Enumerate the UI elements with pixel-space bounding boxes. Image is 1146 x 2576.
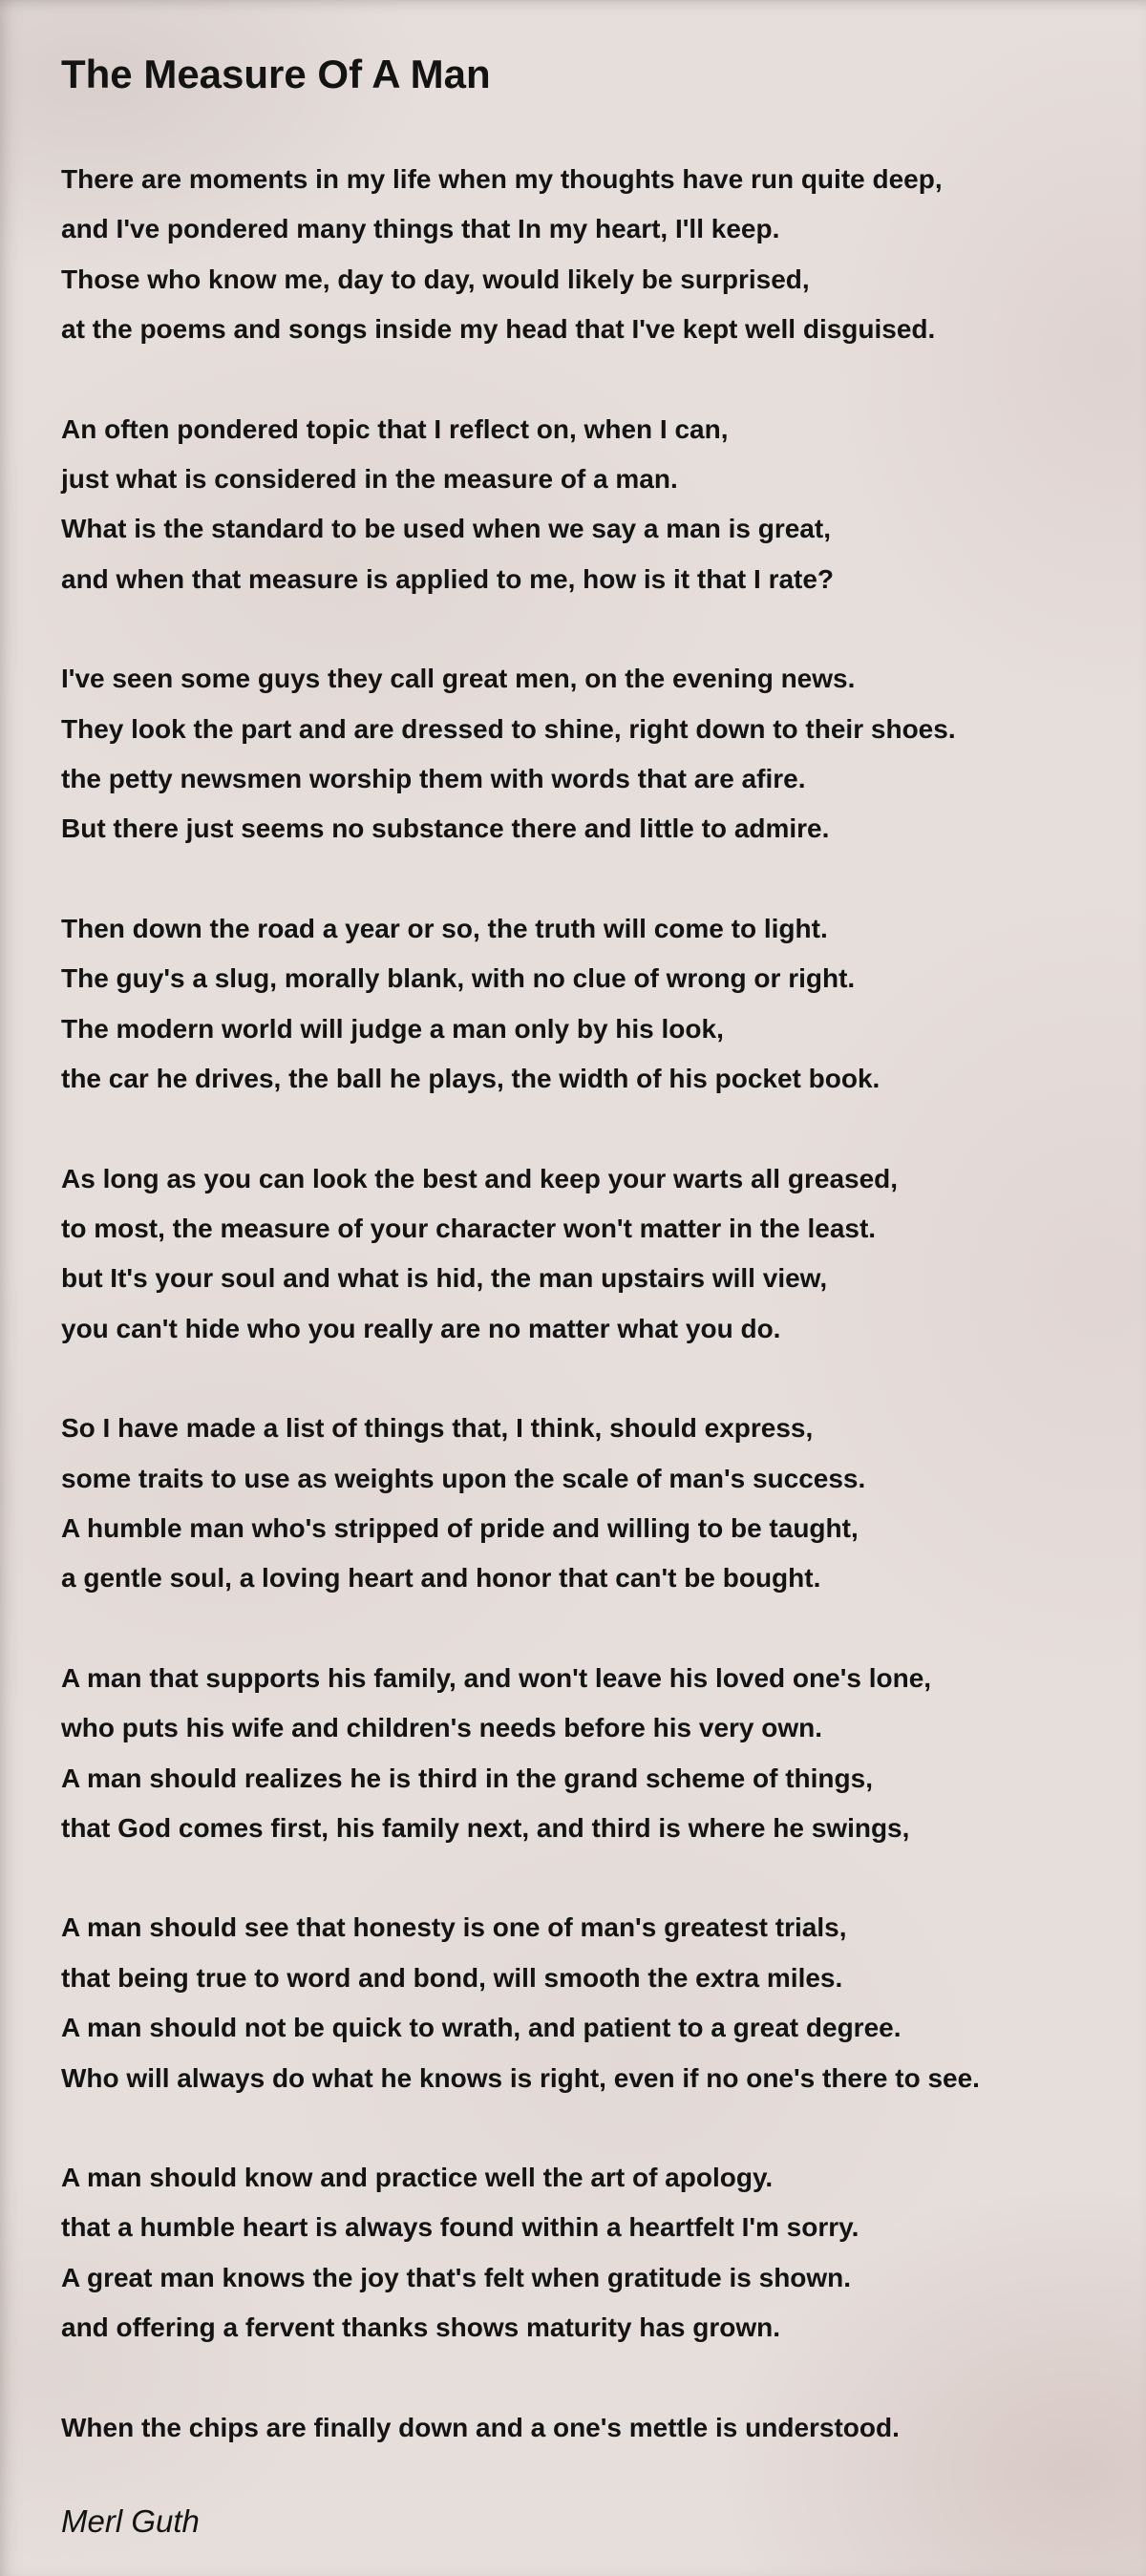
poem-line: But there just seems no substance there and little to admire. (61, 813, 830, 844)
poem-line: As long as you can look the best and keep your warts all greased, (61, 1163, 899, 1193)
poem-line: The guy's a slug, morally blank, with no clue of wrong or right. (61, 963, 856, 994)
poem-line: A great man knows the joy that's felt when gratitude is shown. (61, 2262, 852, 2292)
poem-stanzas (61, 155, 1108, 2453)
poem-line: the car he drives, the ball he plays, the width of his pocket book. (61, 1064, 881, 1094)
poem-line: They look the part and are dressed to shine, right down to their shoes. (61, 713, 956, 744)
poem-line: The modern world will judge a man only by his look, (61, 1013, 724, 1044)
poem-line: some traits to use as weights upon the scale of man's success. (61, 1463, 866, 1493)
poem-line: that a humble heart is always found within a heartfelt I'm sorry. (61, 2212, 860, 2243)
poem-line: So I have made a list of things that, I think, should express, (61, 1413, 814, 1444)
poem-stanza (61, 2153, 1108, 2354)
poem-line: and offering a fervent thanks shows maturity has grown. (61, 2312, 781, 2343)
poem-title: The Measure Of A Man (61, 52, 491, 96)
poem-stanza (61, 2403, 1108, 2453)
poem-line: A man should see that honesty is one of man's greatest trials, (61, 1912, 847, 1943)
poem-line: I've seen some guys they call great men, on the evening news. (61, 664, 856, 694)
poem-line: at the poems and songs inside my head that I've kept well disguised. (61, 314, 936, 345)
poem-stanza (61, 155, 1108, 355)
poem-line: When the chips are finally down and a one's mettle is understood. (61, 2412, 900, 2442)
poem-line: just what is considered in the measure of a man. (61, 464, 678, 495)
poem-line: What is the standard to be used when we say a man is great, (61, 514, 831, 544)
poem-stanza (61, 1404, 1108, 1604)
poem-line: that being true to word and bond, will smooth the extra miles. (61, 1962, 843, 1993)
poem-line: Those who know me, day to day, would likely be surprised, (61, 264, 810, 294)
poem-line: you can't hide who you really are no matter what you do. (61, 1313, 781, 1343)
poem-line: There are moments in my life when my thoughts have run quite deep, (61, 164, 943, 194)
poem-line: and I've pondered many things that In my heart, I'll keep. (61, 214, 780, 244)
poem-line: Who will always do what he knows is right, even if no one's there to see. (61, 2062, 980, 2093)
poem-stanza (61, 405, 1108, 605)
poem-stanza (61, 904, 1108, 1105)
poem-line: A man should know and practice well the art of apology. (61, 2163, 774, 2192)
poem-line: the petty newsmen worship them with words that are afire. (61, 764, 806, 794)
poem-line: A man should not be quick to wrath, and patient to a great degree. (61, 2013, 902, 2043)
poem-stanza (61, 1654, 1108, 1854)
poem-line: but It's your soul and what is hid, the man upstairs will view, (61, 1263, 828, 1294)
poem-line: who puts his wife and children's needs before his very own. (61, 1713, 823, 1743)
poem-line: A man that supports his family, and won't leave his loved one's lone, (61, 1662, 932, 1693)
poem-line: that God comes first, his family next, and third is where he swings, (61, 1812, 910, 1843)
poem-line: An often pondered topic that I reflect on, when I can, (61, 413, 729, 444)
poem-stanza (61, 1903, 1108, 2103)
poem-line: to most, the measure of your character won't matter in the least. (61, 1213, 877, 1243)
poem-line: Then down the road a year or so, the truth will come to light. (61, 913, 828, 943)
poem-line: A humble man who's stripped of pride and willing to be taught, (61, 1512, 859, 1543)
poem-line: a gentle soul, a loving heart and honor that can't be bought. (61, 1563, 821, 1594)
poem-line: and when that measure is applied to me, how is it that I rate? (61, 563, 835, 594)
poem-stanza (61, 1154, 1108, 1355)
poem-stanza (61, 654, 1108, 855)
poem-author: Merl Guth (61, 2503, 200, 2540)
poem-line: A man should realizes he is third in the grand scheme of things, (61, 1763, 873, 1793)
